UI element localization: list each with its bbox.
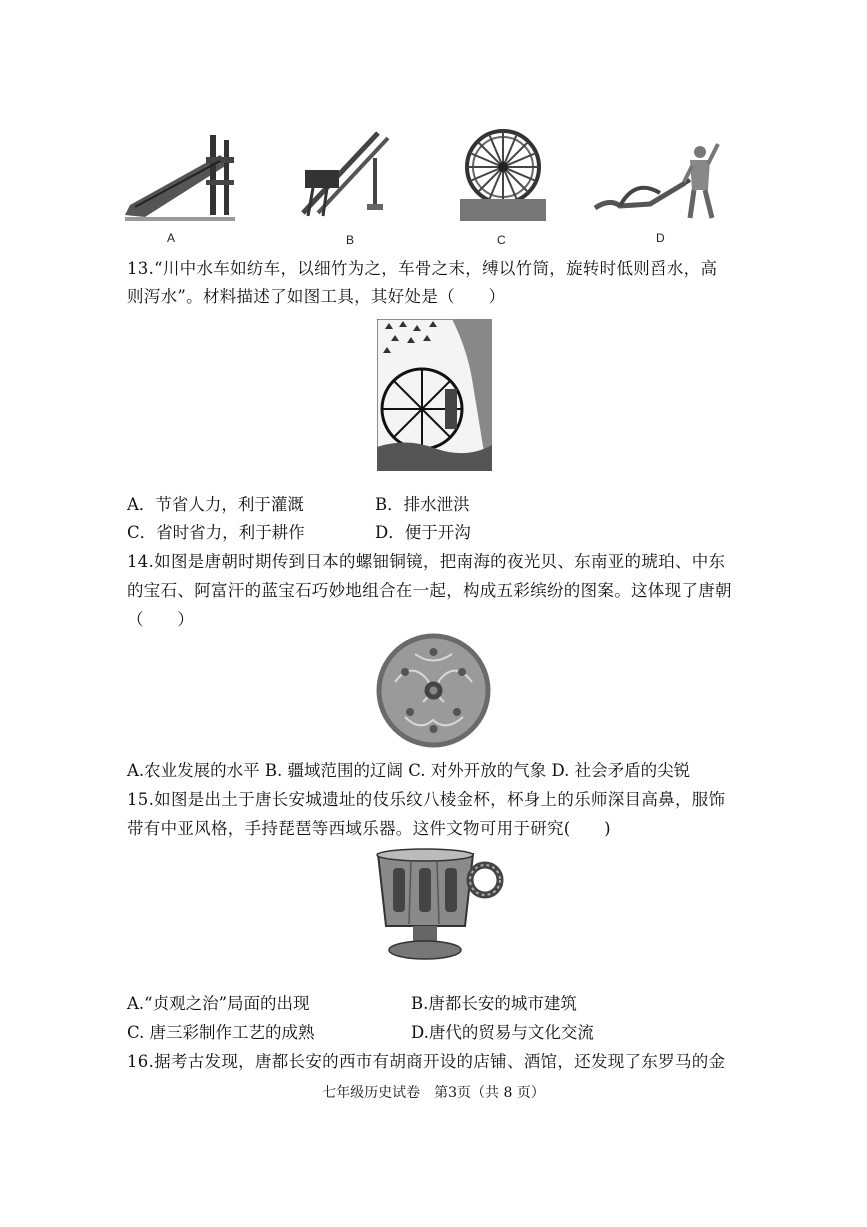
q13-option-d[interactable]: D．便于开沟 xyxy=(375,523,471,542)
q13-option-c[interactable]: C．省时省力，利于耕作 xyxy=(127,523,305,542)
waterwheel-woodcut-image xyxy=(377,319,492,471)
q13-stem-line2: 则泻水”。材料描述了如图工具，其好处是（ ） xyxy=(127,287,506,306)
tool-image-a xyxy=(120,125,240,225)
tool-image-c xyxy=(458,125,548,223)
tool-label-d: D xyxy=(656,231,665,245)
q13-option-b[interactable]: B．排水泄洪 xyxy=(375,495,470,514)
q15-option-c[interactable]: C. 唐三彩制作工艺的成熟 xyxy=(127,1023,315,1042)
q13-stem-line1: 13.“川中水车如纺车，以细竹为之，车骨之末，缚以竹筒，旋转时低则舀水，高 xyxy=(127,259,718,278)
q14-options[interactable]: A.农业发展的水平 B. 疆域范围的辽阔 C. 对外开放的气象 D. 社会矛盾的尖锐 xyxy=(127,761,691,780)
tool-image-b xyxy=(293,128,393,223)
q15-option-a[interactable]: A.“贞观之治”局面的出现 xyxy=(127,994,310,1013)
tool-label-c: C xyxy=(497,233,506,247)
q15-option-b[interactable]: B.唐都长安的城市建筑 xyxy=(411,994,577,1013)
page-footer: 七年级历史试卷 第3页（共 8 页） xyxy=(322,1085,545,1101)
q15-option-d[interactable]: D.唐代的贸易与文化交流 xyxy=(411,1023,594,1042)
q14-stem-line1: 14.如图是唐朝时期传到日本的螺钿铜镜，把南海的夜光贝、东南亚的琥珀、中东 xyxy=(127,552,726,571)
tool-image-d xyxy=(590,138,725,223)
bronze-mirror-image xyxy=(375,632,492,749)
tool-label-a: A xyxy=(167,231,176,245)
q16-stem-line1: 16.据考古发现，唐都长安的西市有胡商开设的店铺、酒馆，还发现了东罗马的金 xyxy=(127,1052,726,1071)
q15-stem-line1: 15.如图是出土于唐长安城遗址的伎乐纹八棱金杯，杯身上的乐师深目高鼻，服饰 xyxy=(127,790,726,809)
q14-stem-line3: （ ） xyxy=(127,610,195,629)
q15-stem-line2: 带有中亚风格，手持琵琶等西域乐器。这件文物可用于研究( ) xyxy=(127,819,611,838)
q13-option-a[interactable]: A．节省人力，利于灌溉 xyxy=(127,495,304,514)
q14-stem-line2: 的宝石、阿富汗的蓝宝石巧妙地组合在一起，构成五彩缤纷的图案。这体现了唐朝 xyxy=(127,581,732,600)
tool-label-b: B xyxy=(346,233,355,247)
gold-cup-image xyxy=(373,846,508,964)
